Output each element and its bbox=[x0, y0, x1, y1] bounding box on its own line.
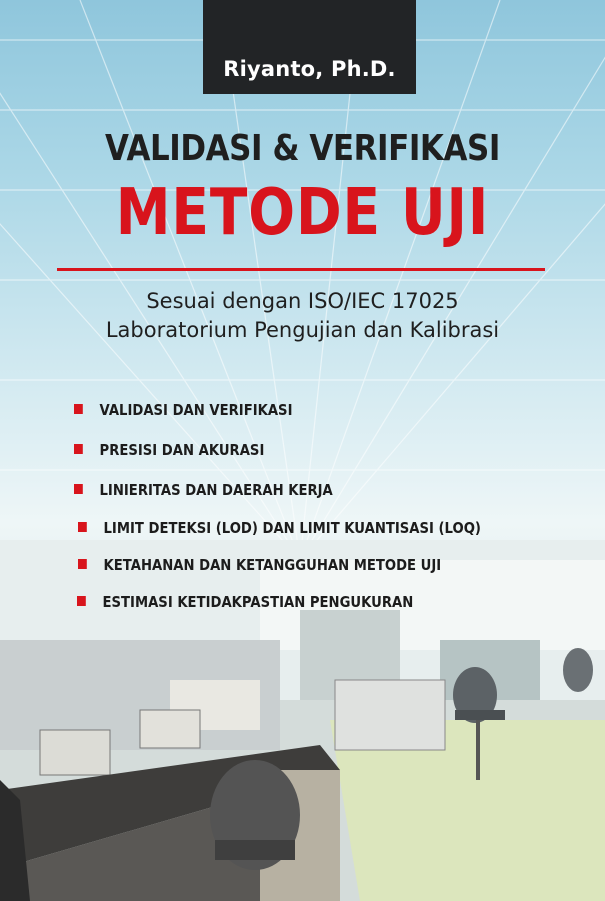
title-line-2: METODE UJI bbox=[115, 176, 490, 250]
bullet-square-icon bbox=[78, 559, 87, 569]
topic-item: ESTIMASI KETIDAKPASTIAN PENGUKURAN bbox=[77, 593, 413, 611]
bullet-square-icon bbox=[74, 484, 83, 494]
title-line-1: VALIDASI & VERIFIKASI bbox=[105, 128, 500, 169]
bullet-square-icon bbox=[74, 444, 83, 454]
bullet-square-icon bbox=[74, 404, 83, 414]
topic-item: LIMIT DETEKSI (LOD) DAN LIMIT KUANTISASI (LOQ) bbox=[78, 519, 481, 537]
topic-item: VALIDASI DAN VERIFIKASI bbox=[74, 401, 292, 419]
author-band bbox=[203, 0, 416, 94]
bullet-square-icon bbox=[78, 522, 87, 532]
topic-item: PRESISI DAN AKURASI bbox=[74, 441, 264, 459]
title-underline bbox=[57, 268, 545, 271]
subtitle-line-1: Sesuai dengan ISO/IEC 17025 bbox=[146, 289, 459, 313]
bullet-square-icon bbox=[77, 596, 86, 606]
topic-item: LINIERITAS DAN DAERAH KERJA bbox=[74, 481, 333, 499]
author-name: Riyanto, Ph.D. bbox=[223, 57, 396, 81]
topic-item: KETAHANAN DAN KETANGGUHAN METODE UJI bbox=[78, 556, 441, 574]
subtitle-line-2: Laboratorium Pengujian dan Kalibrasi bbox=[105, 318, 500, 342]
